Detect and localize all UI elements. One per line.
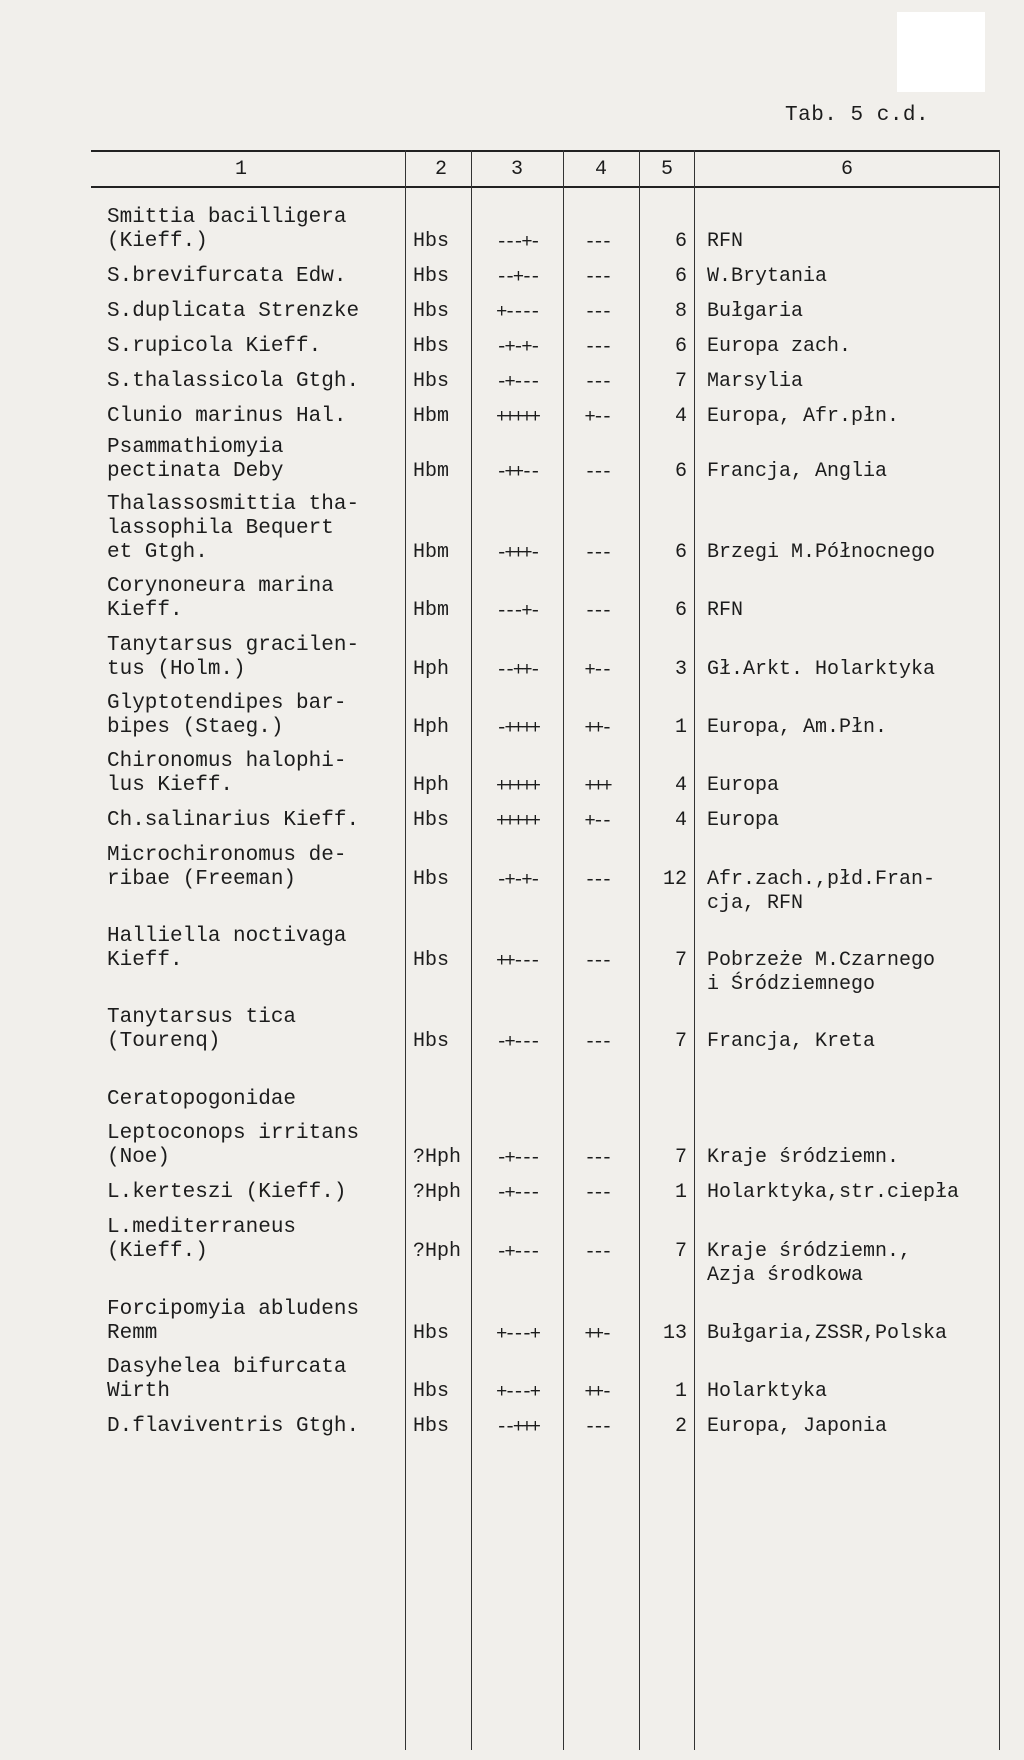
count-value: 7 <box>674 1146 687 1169</box>
column4-marks: --- <box>584 461 610 483</box>
frequency-marks: +++++ <box>495 810 538 832</box>
table-caption: Tab. 5 c.d. <box>785 104 930 127</box>
column4-marks: --- <box>584 1031 610 1053</box>
count-value: 12 <box>662 868 687 891</box>
habitat-code: Hbs <box>413 809 450 832</box>
distribution-range: Europa zach. <box>707 335 852 358</box>
column4-marks: --- <box>584 1416 610 1438</box>
frequency-marks: +++++ <box>495 406 538 428</box>
habitat-code: Hbs <box>413 1322 450 1345</box>
column-header: 2 <box>434 158 447 181</box>
column4-marks: ++- <box>584 717 610 739</box>
distribution-range: Francja, Kreta <box>707 1030 876 1053</box>
distribution-range: Pobrzeże M.Czarnego i Śródziemnego <box>707 949 936 996</box>
species-table <box>91 150 1000 1760</box>
column4-marks: --- <box>584 950 610 972</box>
habitat-code: Hbs <box>413 300 450 323</box>
species-name: Microchironomus de- ribae (Freeman) <box>107 844 347 891</box>
frequency-marks: --+++ <box>495 1416 538 1438</box>
frequency-marks: ---+- <box>495 600 538 622</box>
column4-marks: ++- <box>584 1323 610 1345</box>
species-name: Ch.salinarius Kieff. <box>107 809 360 832</box>
count-value: 1 <box>674 1380 687 1403</box>
distribution-range: Europa <box>707 809 780 832</box>
habitat-code: Hbs <box>413 1415 450 1438</box>
count-value: 2 <box>674 1415 687 1438</box>
habitat-code: Hbs <box>413 370 450 393</box>
species-name: Psammathiomyia pectinata Deby <box>107 436 284 483</box>
distribution-range: Afr.zach.,płd.Fran- cja, RFN <box>707 868 936 915</box>
species-name: L.kerteszi (Kieff.) <box>107 1181 347 1204</box>
column4-marks: --- <box>584 542 610 564</box>
species-name: D.flaviventris Gtgh. <box>107 1415 360 1438</box>
column4-marks: --- <box>584 1147 610 1169</box>
count-value: 1 <box>674 716 687 739</box>
column-header: 1 <box>234 158 247 181</box>
species-name: Leptoconops irritans (Noe) <box>107 1122 360 1169</box>
table-row <box>91 974 1000 1054</box>
count-value: 3 <box>674 658 687 681</box>
species-name: S.duplicata Strenzke <box>107 300 360 323</box>
frequency-marks: +---+ <box>495 1381 538 1403</box>
species-name: Smittia bacilligera (Kieff.) <box>107 206 347 253</box>
white-sticker <box>897 12 985 92</box>
habitat-code: Hbs <box>413 230 450 253</box>
frequency-marks: -+-+- <box>495 869 538 891</box>
table-row <box>91 893 1000 996</box>
frequency-marks: +---+ <box>495 1323 538 1345</box>
species-name: Glyptotendipes bar- bipes (Staeg.) <box>107 692 347 739</box>
habitat-code: Hph <box>413 658 450 681</box>
frequency-marks: +---- <box>495 301 538 323</box>
species-name: S.thalassicola Gtgh. <box>107 370 360 393</box>
frequency-marks: --+-- <box>495 266 538 288</box>
column-header: 6 <box>840 158 853 181</box>
habitat-code: ?Hph <box>413 1146 462 1169</box>
species-name: Chironomus halophi- lus Kieff. <box>107 750 347 797</box>
column4-marks: +-- <box>584 659 610 681</box>
table-row <box>91 404 1000 484</box>
species-name: Halliella noctivaga Kieff. <box>107 925 347 972</box>
count-value: 4 <box>674 774 687 797</box>
distribution-range: Kraje śródziemn. <box>707 1146 900 1169</box>
table-row <box>91 1184 1000 1287</box>
habitat-code: Hbs <box>413 335 450 358</box>
column4-marks: --- <box>584 371 610 393</box>
count-value: 6 <box>674 335 687 358</box>
frequency-marks: -+++- <box>495 542 538 564</box>
column4-marks: +-- <box>584 810 610 832</box>
species-name: Tanytarsus tica (Tourenq) <box>107 1006 297 1053</box>
frequency-marks: ---+- <box>495 231 538 253</box>
habitat-code: Hbm <box>413 541 450 564</box>
section-label: Ceratopogonidae <box>107 1088 297 1111</box>
distribution-range: Holarktyka <box>707 1380 828 1403</box>
distribution-range: Kraje śródziemn., Azja środkowa <box>707 1240 912 1287</box>
frequency-marks: -+--- <box>495 1031 538 1053</box>
frequency-marks: -+--- <box>495 1241 538 1263</box>
species-name: Clunio marinus Hal. <box>107 405 347 428</box>
species-name: Corynoneura marina Kieff. <box>107 575 334 622</box>
habitat-code: ?Hph <box>413 1240 462 1263</box>
distribution-range: Bułgaria <box>707 300 804 323</box>
count-value: 6 <box>674 541 687 564</box>
count-value: 6 <box>674 230 687 253</box>
distribution-range: RFN <box>707 230 744 253</box>
habitat-code: Hbm <box>413 599 450 622</box>
distribution-range: Europa, Am.Płn. <box>707 716 888 739</box>
column-header: 3 <box>510 158 523 181</box>
distribution-range: W.Brytania <box>707 265 828 288</box>
habitat-code: Hph <box>413 774 450 797</box>
habitat-code: Hbm <box>413 405 450 428</box>
frequency-marks: -+--- <box>495 1147 538 1169</box>
column4-marks: --- <box>584 1241 610 1263</box>
count-value: 7 <box>674 1240 687 1263</box>
species-name: S.rupicola Kieff. <box>107 335 322 358</box>
column4-marks: +++ <box>584 775 610 797</box>
column4-marks: --- <box>584 231 610 253</box>
column4-marks: --- <box>584 869 610 891</box>
habitat-code: Hbs <box>413 1030 450 1053</box>
habitat-code: Hbm <box>413 460 450 483</box>
frequency-marks: +++++ <box>495 775 538 797</box>
table-row <box>91 1359 1000 1439</box>
column4-marks: --- <box>584 266 610 288</box>
table-top-rule <box>91 150 1000 152</box>
species-name: Tanytarsus gracilen- tus (Holm.) <box>107 634 360 681</box>
column4-marks: --- <box>584 600 610 622</box>
count-value: 7 <box>674 949 687 972</box>
frequency-marks: --++- <box>495 659 538 681</box>
count-value: 13 <box>662 1322 687 1345</box>
column4-marks: --- <box>584 301 610 323</box>
distribution-range: Europa, Afr.płn. <box>707 405 900 428</box>
frequency-marks: -+-+- <box>495 336 538 358</box>
frequency-marks: -+--- <box>495 371 538 393</box>
count-value: 4 <box>674 809 687 832</box>
species-name: S.brevifurcata Edw. <box>107 265 347 288</box>
table-row <box>91 812 1000 915</box>
distribution-range: Europa <box>707 774 780 797</box>
column-header: 5 <box>660 158 673 181</box>
species-name: L.mediterraneus (Kieff.) <box>107 1216 297 1263</box>
count-value: 6 <box>674 460 687 483</box>
habitat-code: Hbs <box>413 265 450 288</box>
column-header: 4 <box>594 158 607 181</box>
count-value: 6 <box>674 265 687 288</box>
count-value: 4 <box>674 405 687 428</box>
habitat-code: Hbs <box>413 1380 450 1403</box>
distribution-range: Holarktyka,str.ciepła <box>707 1181 960 1204</box>
habitat-code: Hbs <box>413 949 450 972</box>
species-name: Dasyhelea bifurcata Wirth <box>107 1356 347 1403</box>
distribution-range: Europa, Japonia <box>707 1415 888 1438</box>
distribution-range: Brzegi M.Północnego <box>707 541 936 564</box>
habitat-code: Hph <box>413 716 450 739</box>
frequency-marks: -+--- <box>495 1182 538 1204</box>
frequency-marks: -++-- <box>495 461 538 483</box>
habitat-code: ?Hph <box>413 1181 462 1204</box>
species-name: Thalassosmittia tha- lassophila Bequert et Gtgh. <box>107 493 360 564</box>
distribution-range: Bułgaria,ZSSR,Polska <box>707 1322 948 1345</box>
count-value: 7 <box>674 1030 687 1053</box>
frequency-marks: ++--- <box>495 950 538 972</box>
frequency-marks: -++++ <box>495 717 538 739</box>
count-value: 1 <box>674 1181 687 1204</box>
habitat-code: Hbs <box>413 868 450 891</box>
species-name: Forcipomyia abludens Remm <box>107 1298 360 1345</box>
column4-marks: ++- <box>584 1381 610 1403</box>
count-value: 7 <box>674 370 687 393</box>
column4-marks: +-- <box>584 406 610 428</box>
distribution-range: RFN <box>707 599 744 622</box>
distribution-range: Francja, Anglia <box>707 460 888 483</box>
distribution-range: Marsylia <box>707 370 804 393</box>
column4-marks: --- <box>584 336 610 358</box>
column4-marks: --- <box>584 1182 610 1204</box>
count-value: 8 <box>674 300 687 323</box>
distribution-range: Gł.Arkt. Holarktyka <box>707 658 936 681</box>
count-value: 6 <box>674 599 687 622</box>
